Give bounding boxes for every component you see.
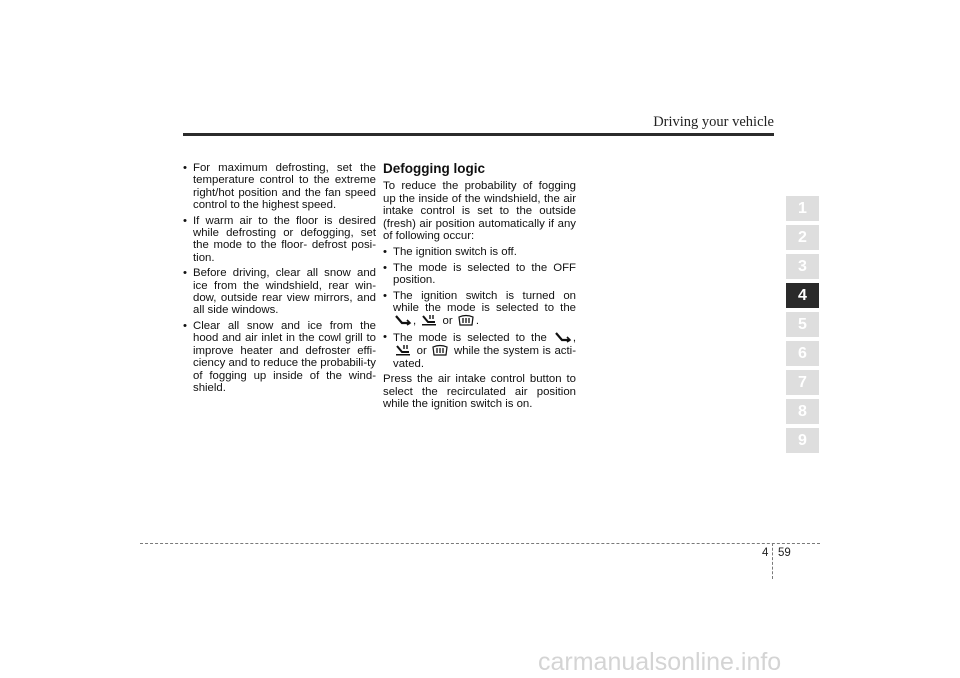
- footer-divider: [772, 543, 773, 579]
- chapter-tab-9[interactable]: 9: [786, 428, 819, 453]
- bullet-text: Clear all snow and ice from the hood and air inlet in the cowl grill to improve heater and defroster effi-ciency and to reduce the probabili-ty of fogging up inside of the wind-shield.: [193, 319, 376, 394]
- left-bullet-list: [183, 162, 376, 394]
- chapter-tab-3[interactable]: 3: [786, 254, 819, 279]
- floor-defrost-mode-icon: [394, 344, 412, 356]
- list-item: [383, 290, 576, 328]
- watermark: carmanualsonline.info: [538, 648, 782, 676]
- bullet-text: The ignition switch is off.: [393, 246, 517, 259]
- bullet-dot: •: [383, 330, 387, 343]
- word-or: or: [416, 345, 427, 358]
- bullet-dot: •: [183, 162, 187, 174]
- chapter-tab-5[interactable]: 5: [786, 312, 819, 337]
- page-header-title: Driving your vehicle: [653, 114, 774, 130]
- floor-mode-icon: [394, 314, 412, 326]
- section-title: Defogging logic: [383, 161, 485, 176]
- right-column: [383, 162, 576, 414]
- header-rule: [183, 133, 774, 136]
- bullet-dot: •: [183, 267, 187, 280]
- chapter-tab-7[interactable]: 7: [786, 370, 819, 395]
- sep-comma: ,: [572, 331, 576, 344]
- page-chapter-number: 4: [762, 547, 769, 559]
- defrost-mode-icon: [457, 314, 475, 326]
- word-or: or: [442, 315, 453, 328]
- bullet-dot: •: [383, 289, 387, 302]
- chapter-tab-6[interactable]: 6: [786, 341, 819, 366]
- defrost-mode-icon: [431, 344, 449, 356]
- bullet-dot: •: [183, 319, 187, 332]
- list-item: [183, 320, 376, 394]
- right-bullet-list: [383, 246, 576, 370]
- chapter-tab-2[interactable]: 2: [786, 225, 819, 250]
- bullet-text: The mode is selected to the: [393, 331, 547, 344]
- list-item: [183, 215, 376, 265]
- sep-period: .: [475, 315, 479, 328]
- bullet-dot: •: [383, 261, 387, 274]
- bullet-dot: •: [383, 246, 387, 259]
- chapter-tab-8[interactable]: 8: [786, 399, 819, 424]
- bullet-dot: •: [183, 214, 187, 227]
- bullet-text: For maximum defrosting, set the temperature control to the extreme right/hot position and the fan speed control to the highest speed.: [193, 162, 376, 212]
- intro-paragraph: To reduce the probability of fogging up the inside of the windshield, the air intake control is set to the outside (fresh) air position automatically if any of following occur:: [383, 180, 576, 243]
- list-item: [183, 267, 376, 317]
- chapter-tab-1[interactable]: 1: [786, 196, 819, 221]
- bullet-text-end: while the system is acti-vated.: [393, 345, 576, 370]
- bullet-text: If warm air to the floor is desired while defrosting or defogging, set the mode to the floor- defrost posi-tion.: [193, 214, 376, 264]
- floor-defrost-mode-icon: [420, 314, 438, 326]
- list-item: [383, 246, 576, 258]
- bullet-text: The mode is selected to the OFF position.: [393, 261, 576, 287]
- list-item: [383, 262, 576, 287]
- bullet-text: Before driving, clear all snow and ice from the windshield, rear win-dow, outside rear view mirrors, and all side windows.: [193, 267, 376, 317]
- chapter-tabs: [786, 196, 820, 457]
- footer-rule: [140, 543, 820, 544]
- bullet-text: The ignition switch is turned on while the mode is selected to the: [393, 289, 576, 315]
- sep-comma: ,: [413, 315, 417, 328]
- page-number: 59: [778, 547, 791, 559]
- floor-mode-icon: [554, 331, 572, 343]
- list-item: [383, 331, 576, 370]
- closing-paragraph: Press the air intake control button to select the recirculated air position while the ignition switch is on.: [383, 373, 576, 410]
- chapter-tab-4[interactable]: 4: [786, 283, 819, 308]
- list-item: [183, 162, 376, 212]
- left-column: [183, 162, 376, 397]
